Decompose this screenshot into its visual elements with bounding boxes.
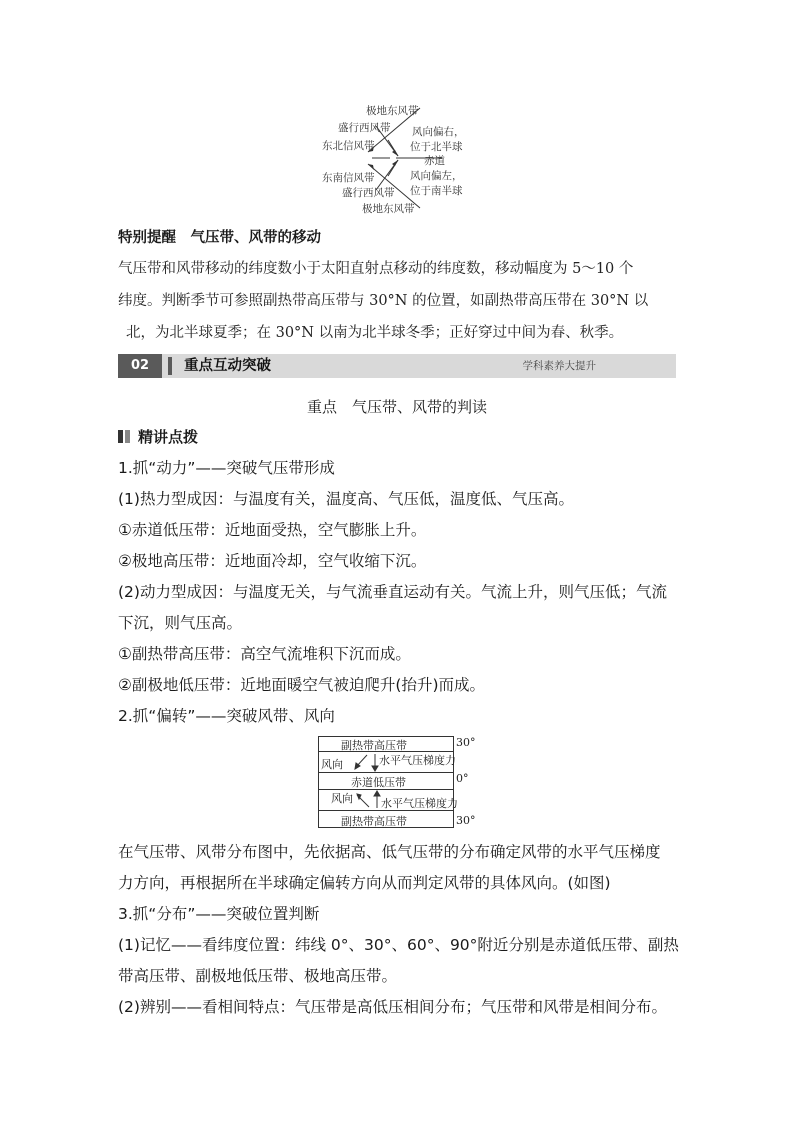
- pressure-belt-diagram: [318, 736, 458, 828]
- subheading: 精讲点拨: [138, 428, 199, 446]
- lat-30-bottom: 30°: [456, 814, 476, 827]
- body2-line-2: 力方向，再根据所在半球确定偏转方向从而判定风带的具体风向。(如图): [118, 874, 611, 892]
- row-wind-direction-north: 风向: [321, 758, 343, 771]
- row-wind-direction-south: 风向: [331, 792, 353, 805]
- label-polar-easterly-north: 极地东风带: [366, 105, 419, 117]
- bookmark-icon: [118, 430, 130, 443]
- body-line-4: ②极地高压带：近地面冷却，空气收缩下沉。: [118, 552, 427, 570]
- section-heading: 重点 气压带、风带的判读: [306, 398, 487, 416]
- row-subtropical-high-bottom: 副热带高压带: [341, 815, 407, 828]
- label-se-trade: 东南信风带: [322, 172, 375, 184]
- label-north-hemisphere: 位于北半球: [410, 141, 463, 153]
- label-south-hemisphere: 位于南半球: [410, 185, 463, 197]
- label-deflect-left: 风向偏左，: [410, 170, 463, 182]
- body2-line-4: (1)记忆——看纬度位置：纬线 0°、30°、60°、90°附近分别是赤道低压带、副热: [118, 936, 679, 954]
- body2-line-5: 带高压带、副极地低压带、极地高压带。: [118, 967, 398, 985]
- banner-number: 02: [118, 354, 162, 378]
- row-pressure-gradient-north: 水平气压梯度力: [379, 754, 456, 767]
- banner-subtitle: 学科素养大提升: [522, 360, 596, 372]
- tip-title: [118, 228, 321, 248]
- row-equatorial-low: 赤道低压带: [351, 776, 406, 789]
- label-polar-easterly-south: 极地东风带: [362, 203, 415, 215]
- row-subtropical-high-top: 副热带高压带: [341, 739, 407, 752]
- row-pressure-gradient-south: 水平气压梯度力: [381, 797, 458, 810]
- body-line-6: 下沉，则气压高。: [118, 614, 243, 632]
- label-ne-trade: 东北信风带: [322, 140, 375, 152]
- tip-title-text: 气压带、风带的移动: [190, 230, 321, 246]
- lat-30-top: 30°: [456, 736, 476, 749]
- body-line-3: ①赤道低压带：近地面受热，空气膨胀上升。: [118, 521, 427, 539]
- body-line-2: (1)热力型成因：与温度有关，温度高、气压低，温度低、气压高。: [118, 490, 574, 508]
- body2-line-3: 3.抓“分布”——突破位置判断: [118, 905, 320, 923]
- tip-line-1: 气压带和风带移动的纬度数小于太阳直射点移动的纬度数，移动幅度为 5～10 个: [118, 261, 634, 277]
- body2-line-6: (2)辨别——看相间特点：气压带是高低压相间分布；气压带和风带是相间分布。: [118, 998, 667, 1016]
- lat-0: 0°: [456, 772, 469, 785]
- body2-line-1: 在气压带、风带分布图中，先依据高、低气压带的分布确定风带的水平气压梯度: [118, 843, 661, 861]
- label-equator: 赤道: [424, 155, 445, 167]
- body-line-9: 2.抓“偏转”——突破风带、风向: [118, 707, 335, 725]
- body-line-7: ①副热带高压带：高空气流堆积下沉而成。: [118, 645, 411, 663]
- label-westerly-south: 盛行西风带: [342, 187, 395, 199]
- tip-line-2: 纬度。判断季节可参照副热带高压带与 30°N 的位置，如副热带高压带在 30°N 以: [118, 293, 649, 309]
- diagram-arrows: [319, 737, 455, 829]
- tip-line-3: 北，为北半球夏季；在 30°N 以南为北半球冬季；正好穿过中间为春、秋季。: [126, 325, 624, 341]
- body-line-1: 1.抓“动力”——突破气压带形成: [118, 459, 335, 477]
- body-line-5: (2)动力型成因：与温度无关，与气流垂直运动有关。气流上升，则气压低；气流: [118, 583, 667, 601]
- tip-title-prefix: 特别提醒: [118, 230, 176, 246]
- body-line-8: ②副极地低压带：近地面暖空气被迫爬升(抬升)而成。: [118, 676, 485, 694]
- banner-title: 重点互动突破: [184, 358, 271, 374]
- label-deflect-right: 风向偏右，: [412, 126, 465, 138]
- banner-divider: [168, 357, 172, 375]
- section-banner: [118, 354, 676, 378]
- label-westerly-north: 盛行西风带: [338, 122, 391, 134]
